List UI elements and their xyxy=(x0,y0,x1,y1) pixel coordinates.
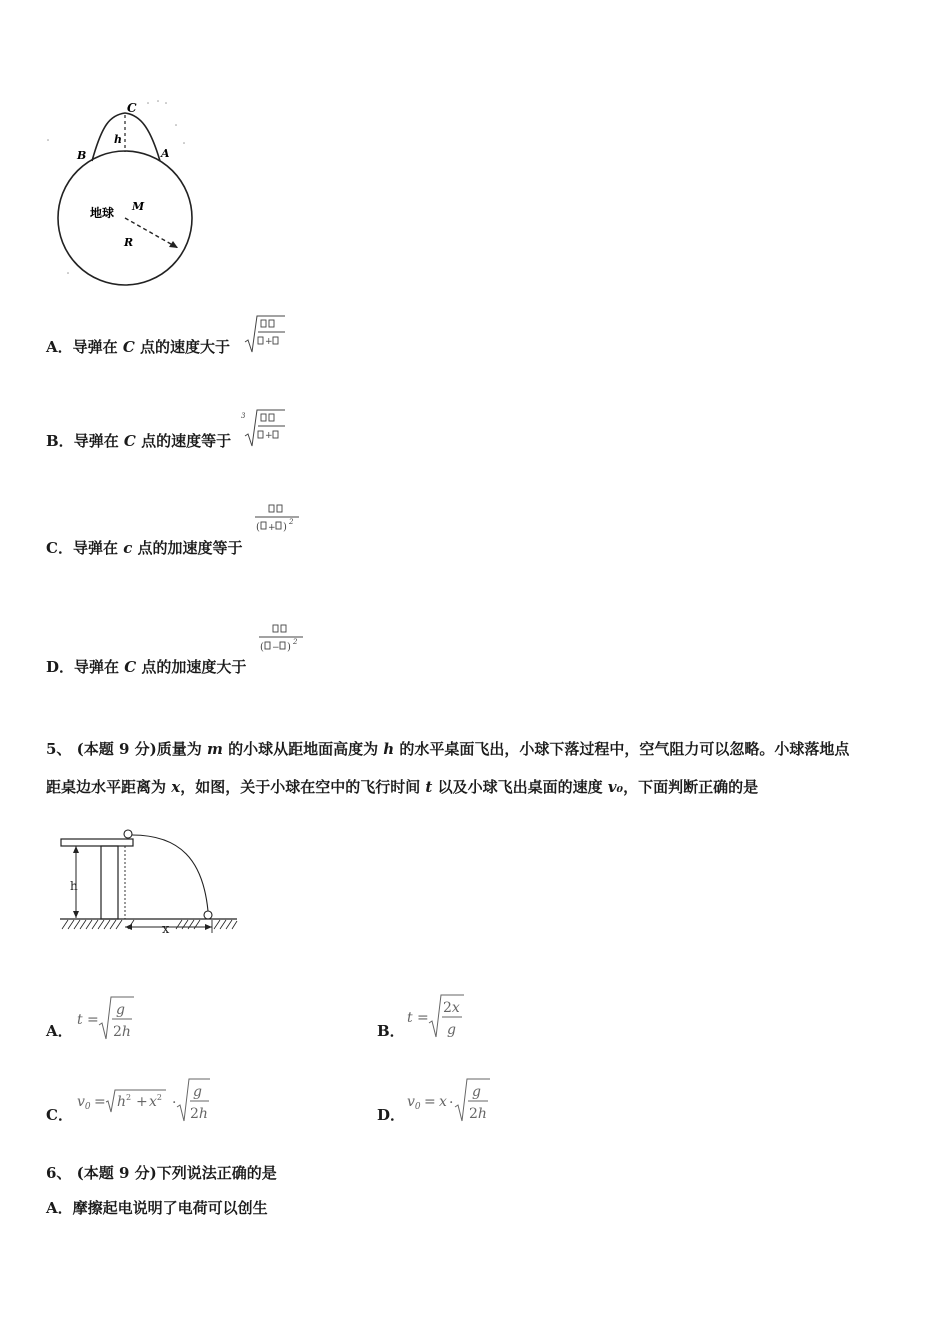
svg-text:x: x xyxy=(439,1094,447,1110)
q4-formula-c xyxy=(253,502,305,536)
svg-text:2: 2 xyxy=(293,638,298,646)
svg-text:g: g xyxy=(472,1084,481,1100)
q5-formula-d xyxy=(404,1074,499,1126)
ball-start xyxy=(124,830,132,838)
figure-label-x: x xyxy=(162,922,170,937)
figure-label-h: h xyxy=(70,879,78,893)
svg-text:2x: 2x xyxy=(443,1000,460,1016)
table-leg xyxy=(101,846,118,919)
svg-text:+: + xyxy=(268,523,276,533)
svg-text:+: + xyxy=(265,337,273,347)
svg-text:+: + xyxy=(265,431,273,441)
svg-text:2: 2 xyxy=(289,518,294,526)
q4-formula-a xyxy=(243,312,289,356)
label-C: C xyxy=(127,101,137,115)
q5-option-a-letter: A． xyxy=(46,1022,73,1040)
q6-title: 6、 (本题 9 分)下列说法正确的是 xyxy=(46,1164,277,1182)
q4-option-a: A．导弹在 C 点的速度大于 xyxy=(46,338,231,356)
svg-text:g: g xyxy=(193,1084,202,1100)
q5-formula-b xyxy=(404,990,474,1042)
svg-text:(: ( xyxy=(260,642,264,653)
svg-text:·: · xyxy=(172,1095,177,1111)
svg-text:): ) xyxy=(287,642,291,653)
svg-text:v0: $v_0$ xyxy=(77,1094,91,1112)
label-R: R xyxy=(124,236,134,249)
q4-option-d: D．导弹在 C 点的加速度大于 xyxy=(46,658,247,676)
q5-option-c-letter: C． xyxy=(46,1106,73,1124)
q5-option-d-letter: D． xyxy=(377,1106,406,1124)
svg-text:·: · xyxy=(449,1095,454,1111)
q4-formula-d xyxy=(257,622,309,656)
svg-text:g: g xyxy=(447,1022,456,1038)
svg-text:2h: 2h xyxy=(113,1024,131,1040)
trajectory-parabola xyxy=(132,835,208,911)
svg-text:g: g xyxy=(116,1002,125,1018)
q4-formula-b xyxy=(237,405,289,451)
label-earth: 地球 xyxy=(90,206,115,220)
svg-text:=: = xyxy=(87,1012,99,1028)
svg-text:2h: 2h xyxy=(190,1106,208,1122)
earth-trajectory-figure xyxy=(40,95,210,295)
q5-option-b-letter: B． xyxy=(377,1022,405,1040)
svg-text:=: = xyxy=(94,1094,106,1110)
label-h: h xyxy=(114,133,122,146)
svg-text:3: 3 xyxy=(241,412,246,420)
q5-formula-c xyxy=(74,1074,214,1126)
q5-statement-line2: 距桌边水平距离为 x，如图，关于小球在空中的飞行时间 t 以及小球飞出桌面的速度 v₀，下面判断正确的是 xyxy=(46,778,759,796)
svg-text:2h: 2h xyxy=(469,1106,487,1122)
label-B: B xyxy=(77,149,87,162)
projectile-figure xyxy=(55,825,245,940)
q4-option-c: C．导弹在 c 点的加速度等于 xyxy=(46,539,243,557)
svg-text:v0: $v_0$ xyxy=(407,1094,421,1112)
q4-option-b: B．导弹在 C 点的速度等于 xyxy=(46,432,232,450)
svg-text:t: t xyxy=(77,1012,83,1028)
radius-arrowhead xyxy=(169,241,178,248)
ground-hatch xyxy=(62,920,237,929)
svg-text:): ) xyxy=(283,522,287,533)
svg-text:=: = xyxy=(424,1094,436,1110)
table-top xyxy=(61,839,133,846)
svg-text:−: − xyxy=(272,643,280,653)
svg-text:(: ( xyxy=(256,522,260,533)
label-M: M xyxy=(132,200,145,213)
q5-formula-a xyxy=(74,992,144,1044)
svg-text:+: + xyxy=(136,1094,148,1110)
trajectory-arc xyxy=(92,113,160,161)
svg-text:h2: $h^2$ xyxy=(117,1093,132,1110)
svg-text:=: = xyxy=(417,1010,429,1026)
q6-option-a: A．摩擦起电说明了电荷可以创生 xyxy=(46,1199,268,1217)
svg-text:t: t xyxy=(407,1010,413,1026)
label-A: A xyxy=(161,147,170,160)
q5-statement-line1: 5、 (本题 9 分)质量为 m 的小球从距地面高度为 h 的水平桌面飞出，小球下落过程中，空气阻力可以忽略。小球落地点 xyxy=(46,740,850,758)
ball-land xyxy=(204,911,212,919)
svg-text:x2: $x^2$ xyxy=(149,1093,162,1110)
